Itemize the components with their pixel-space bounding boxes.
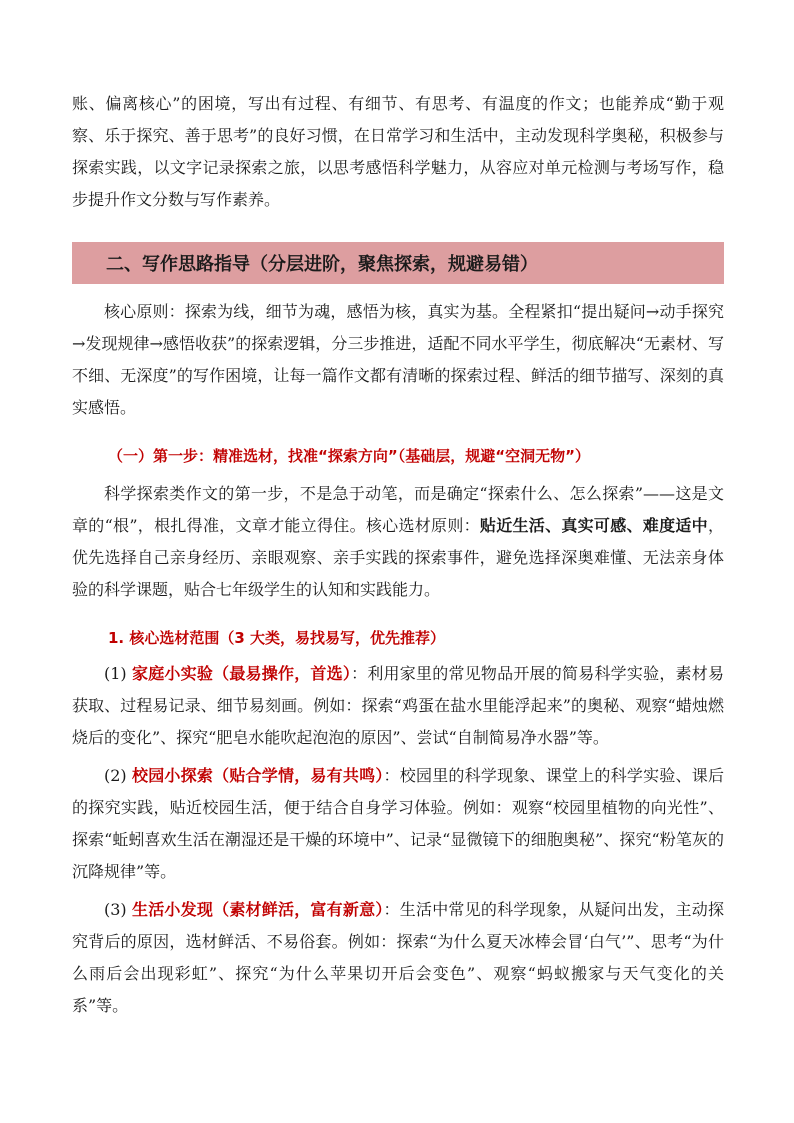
scope-heading: 1. 核心选材范围（3 大类，易找易写，优先推荐） bbox=[108, 629, 446, 647]
principle-paragraph: 核心原则：探索为线，细节为魂，感悟为核，真实为基。全程紧扣“提出疑问→动手探究→发现规律→感悟收获”的探索逻辑，分三步推进，适配不同水平学生，彻底解决“无素材、写不细、无深度”的写作困境，让每一篇作文都有清晰的探索过程、鲜活的细节描写、深刻的真实感悟。 bbox=[72, 302, 724, 417]
step1-text-before: 科学探索类作文的第一步，不是急于动笔，而是确定“探索什么、怎么探索”——这是文章的“根”，根扎得准，文章才能立得住。核心选材原则： bbox=[72, 484, 724, 535]
scope-item-number: (3) bbox=[104, 900, 132, 919]
section-heading-bar bbox=[72, 242, 724, 284]
step1-text-after: ，优先选择自己亲身经历、亲眼观察、亲手实践的探索事件，避免选择深奥难懂、无法亲身体验的科学课题，贴合七年级学生的认知和实践能力。 bbox=[72, 516, 724, 599]
document-page bbox=[72, 88, 724, 1022]
step1-heading: （一）第一步：精准选材，找准“探索方向”（基础层，规避“空洞无物”） bbox=[108, 447, 590, 465]
scope-item bbox=[72, 658, 724, 754]
scope-item bbox=[72, 894, 724, 1022]
scope-item bbox=[72, 760, 724, 888]
scope-item-text: ：生活中常见的科学现象，从疑问出发，主动探究背后的原因，选材鲜活、不易俗套。例如：探索“为什么夏天冰棒会冒‘白气’”、思考“为什么雨后会出现彩虹”、探究“为什么苹果切开后会变色”、观察“蚂蚁搬家与天气变化的关系”等。 bbox=[72, 900, 724, 1015]
scope-item-number: (1) bbox=[104, 664, 132, 683]
section-title: 二、写作思路指导（分层进阶，聚焦探索，规避易错） bbox=[106, 254, 538, 275]
scope-item-text: ：利用家里的常见物品开展的简易科学实验，素材易获取、过程易记录、细节易刻画。例如：探索“鸡蛋在盐水里能浮起来”的奥秘、观察“蜡烛燃烧后的变化”、探究“肥皂水能吹起泡泡的原因”、尝试“自制简易净水器”等。 bbox=[72, 664, 724, 747]
step1-principle-bold: 贴近生活、真实可感、难度适中 bbox=[479, 516, 708, 535]
scope-item-text: ：校园里的科学现象、课堂上的科学实验、课后的探究实践，贴近校园生活，便于结合自身学习体验。例如：观察“校园里植物的向光性”、探索“蚯蚓喜欢生活在潮湿还是干燥的环境中”、记录“显微镜下的细胞奥秘”、探究“粉笔灰的沉降规律”等。 bbox=[72, 766, 724, 881]
scope-item-number: (2) bbox=[104, 766, 132, 785]
step1-paragraph bbox=[72, 478, 724, 606]
scope-item-label: 校园小探索（贴合学情，易有共鸣） bbox=[131, 766, 384, 785]
scope-item-label: 生活小发现（素材鲜活，富有新意） bbox=[131, 900, 384, 919]
scope-item-label: 家庭小实验（最易操作，首选） bbox=[131, 664, 352, 683]
intro-paragraph: 账、偏离核心”的困境，写出有过程、有细节、有思考、有温度的作文；也能养成“勤于观察、乐于探究、善于思考”的良好习惯，在日常学习和生活中，主动发现科学奥秘，积极参与探索实践，以文字记录探索之旅，以思考感悟科学魅力，从容应对单元检测与考场写作，稳步提升作文分数与写作素养。 bbox=[72, 94, 724, 209]
